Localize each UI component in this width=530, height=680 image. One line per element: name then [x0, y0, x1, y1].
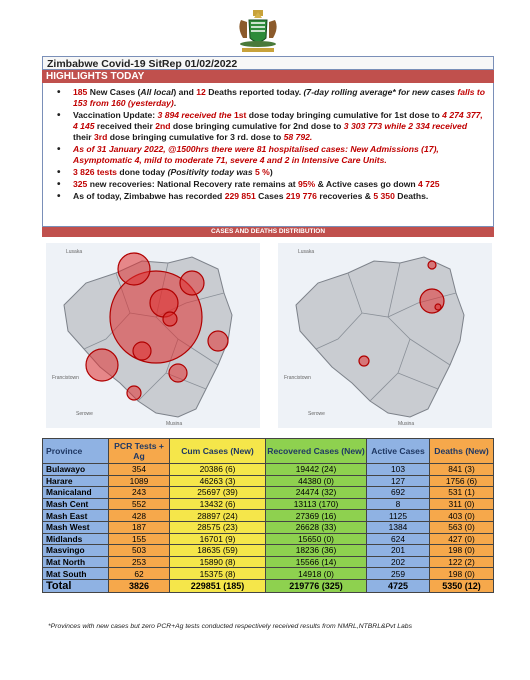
highlights-list	[42, 83, 494, 227]
table-row: Mat North 253 15890 (8) 15566 (14) 202 122 (2)	[43, 556, 494, 568]
map-label: Serowe	[76, 411, 93, 417]
bullet-hospitalised: • As of 31 January 2022, @1500hrs there were 81 hospitalised cases: New Admissions (17), Asymptomatic 4, mild to moderate 71, severe 4 and 2 in Intensive Care Units.	[73, 144, 487, 166]
map-label: Francistown	[284, 375, 311, 381]
bullet-vaccination: • Vaccination Update: 3 894 received the 1st dose today bringing cumulative for 1st dose to 4 274 377, 4 145 received their 2nd dose bringing cumulative for 2nd dose to 3 303 773 while 2 334 received their 3rd dose bringing cumulative for 3 rd. dose to 58 792.	[73, 110, 487, 143]
header-deaths: Deaths (New)	[430, 439, 494, 464]
table-row: Bulawayo 354 20386 (6) 19442 (24) 103 841 (3)	[43, 464, 494, 476]
province-table	[42, 438, 494, 593]
footnote: *Provinces with new cases but zero PCR+Ag tests conducted respectively received results from NMRL,NTBRL&Pvt Labs	[48, 623, 412, 630]
map-label: Lusaka	[66, 249, 83, 255]
table-row: Mash Cent 552 13432 (6) 13113 (170) 8 311 (0)	[43, 498, 494, 510]
table-total-row: Total 3826 229851 (185) 219776 (325) 4725 5350 (12)	[43, 579, 494, 592]
table-row: Masvingo 503 18635 (59) 18236 (36) 201 198 (0)	[43, 545, 494, 557]
coat-of-arms-icon	[229, 8, 287, 54]
map-label: Serowe	[308, 411, 325, 417]
sitrep-page	[28, 8, 504, 668]
sitrep-title: Zimbabwe Covid-19 SitRep 01/02/2022	[42, 56, 494, 70]
cases-deaths-banner: CASES AND DEATHS DISTRIBUTION	[42, 227, 494, 237]
maps-section	[42, 237, 494, 432]
header-cum-cases: Cum Cases (New)	[170, 439, 266, 464]
bullet-tests: • 3 826 tests done today (Positivity today was 5 %)	[73, 167, 487, 178]
table-row: Midlands 155 16701 (9) 15650 (0) 624 427 (0)	[43, 533, 494, 545]
cases-map	[46, 243, 260, 428]
header-active: Active Cases	[367, 439, 430, 464]
table-row: Manicaland 243 25697 (39) 24474 (32) 692 531 (1)	[43, 487, 494, 499]
table-row: Mash East 428 28897 (24) 27369 (16) 1125 403 (0)	[43, 510, 494, 522]
bullet-recoveries: • 325 new recoveries: National Recovery rate remains at 95% & Active cases go down 4 725	[73, 179, 487, 190]
map-label: Musina	[398, 421, 415, 427]
table-row: Mash West 187 28575 (23) 26628 (33) 1384 563 (0)	[43, 521, 494, 533]
table-row: Mat South 62 15375 (8) 14918 (0) 259 198 (0)	[43, 568, 494, 580]
table-header-row	[43, 439, 494, 464]
deaths-map	[278, 243, 492, 428]
header-pcr: PCR Tests + Ag	[109, 439, 170, 464]
header-province: Province	[43, 439, 109, 464]
header-recovered: Recovered Cases (New)	[266, 439, 367, 464]
map-label: Musina	[166, 421, 183, 427]
bullet-new-cases: • 185 New Cases (All local) and 12 Deaths reported today. (7-day rolling average* for new cases falls to 153 from 160 (yesterday).	[73, 87, 487, 109]
highlights-banner: HIGHLIGHTS TODAY	[42, 70, 494, 83]
map-label: Lusaka	[298, 249, 315, 255]
table-row: Harare 1089 46263 (3) 44380 (0) 127 1756 (6)	[43, 475, 494, 487]
bullet-totals: • As of today, Zimbabwe has recorded 229 851 Cases 219 776 recoveries & 5 350 Deaths.	[73, 191, 487, 202]
map-label: Francistown	[52, 375, 79, 381]
